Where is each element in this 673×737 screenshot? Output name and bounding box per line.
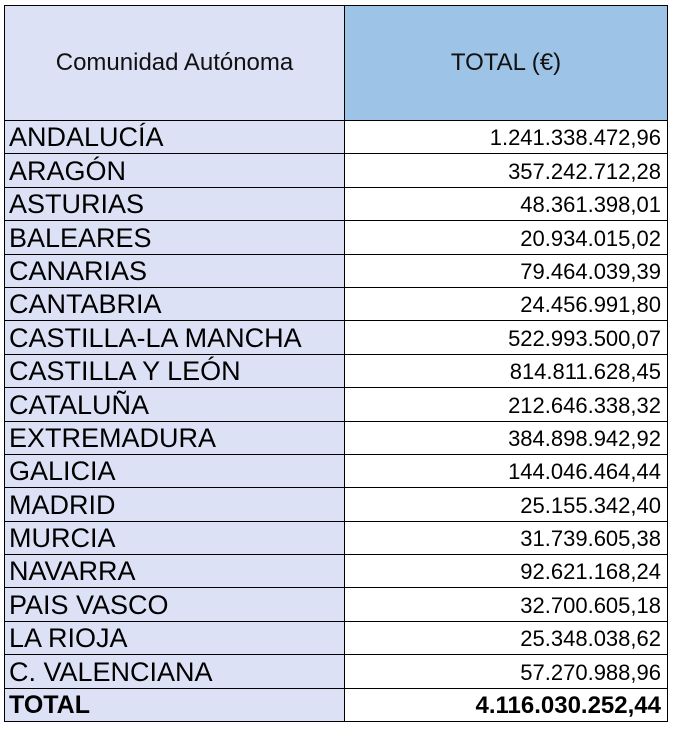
total-row — [5, 688, 668, 721]
totals-table — [4, 5, 668, 722]
region-name: ARAGÓN — [5, 154, 345, 187]
table-row — [5, 454, 668, 487]
region-total: 24.456.991,80 — [345, 287, 668, 320]
table-row — [5, 621, 668, 654]
table-row — [5, 221, 668, 254]
region-name: LA RIOJA — [5, 621, 345, 654]
region-total: 20.934.015,02 — [345, 221, 668, 254]
region-name: ANDALUCÍA — [5, 121, 345, 154]
table-row — [5, 488, 668, 521]
table-row — [5, 287, 668, 320]
total-label: TOTAL — [5, 688, 345, 721]
region-total: 212.646.338,32 — [345, 388, 668, 421]
table-row — [5, 388, 668, 421]
table-row — [5, 154, 668, 187]
table-row — [5, 521, 668, 554]
region-name: ASTURIAS — [5, 187, 345, 220]
table-row — [5, 354, 668, 387]
region-name: GALICIA — [5, 454, 345, 487]
region-total: 814.811.628,45 — [345, 354, 668, 387]
region-total: 92.621.168,24 — [345, 555, 668, 588]
region-name: BALEARES — [5, 221, 345, 254]
region-total: 144.046.464,44 — [345, 454, 668, 487]
region-total: 31.739.605,38 — [345, 521, 668, 554]
region-name: CANTABRIA — [5, 287, 345, 320]
region-name: CASTILLA Y LEÓN — [5, 354, 345, 387]
region-total: 48.361.398,01 — [345, 187, 668, 220]
table-container — [4, 5, 668, 722]
region-name: MADRID — [5, 488, 345, 521]
header-comunidad: Comunidad Autónoma — [5, 6, 345, 121]
region-name: CASTILLA-LA MANCHA — [5, 321, 345, 354]
table-row — [5, 655, 668, 688]
region-name: C. VALENCIANA — [5, 655, 345, 688]
table-row — [5, 588, 668, 621]
region-total: 357.242.712,28 — [345, 154, 668, 187]
table-row — [5, 187, 668, 220]
region-name: PAIS VASCO — [5, 588, 345, 621]
region-name: MURCIA — [5, 521, 345, 554]
total-value: 4.116.030.252,44 — [345, 688, 668, 721]
region-total: 57.270.988,96 — [345, 655, 668, 688]
region-total: 384.898.942,92 — [345, 421, 668, 454]
region-total: 32.700.605,18 — [345, 588, 668, 621]
region-name: CANARIAS — [5, 254, 345, 287]
table-row — [5, 421, 668, 454]
region-total: 79.464.039,39 — [345, 254, 668, 287]
region-total: 25.155.342,40 — [345, 488, 668, 521]
table-row — [5, 121, 668, 154]
region-total: 1.241.338.472,96 — [345, 121, 668, 154]
region-name: NAVARRA — [5, 555, 345, 588]
region-name: CATALUÑA — [5, 388, 345, 421]
header-total: TOTAL (€) — [345, 6, 668, 121]
header-row — [5, 6, 668, 121]
region-total: 522.993.500,07 — [345, 321, 668, 354]
table-row — [5, 555, 668, 588]
region-total: 25.348.038,62 — [345, 621, 668, 654]
region-name: EXTREMADURA — [5, 421, 345, 454]
table-body — [5, 121, 668, 722]
table-row — [5, 321, 668, 354]
table-row — [5, 254, 668, 287]
